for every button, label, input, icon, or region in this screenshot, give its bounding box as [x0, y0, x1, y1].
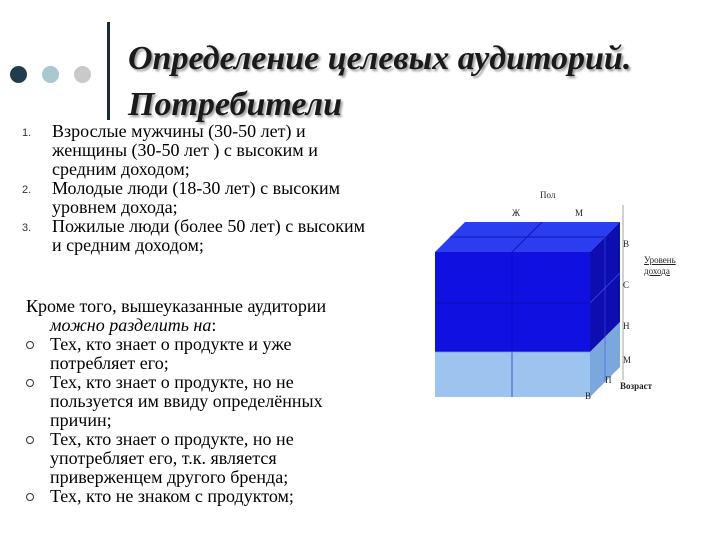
dot-dark — [10, 66, 27, 83]
label-income: Уровень дохода — [644, 255, 676, 276]
decorative-dots — [10, 66, 100, 84]
numbered-list — [22, 122, 412, 255]
dot-teal — [42, 66, 59, 83]
slide-title — [128, 36, 718, 128]
list-item — [22, 122, 412, 179]
title-divider — [107, 22, 110, 120]
label-income-low: Н — [623, 321, 630, 331]
intro-line-2 — [26, 316, 426, 335]
list-number: 1. — [22, 127, 32, 139]
title-line-2: Потребители — [128, 86, 343, 123]
list-item — [22, 179, 412, 217]
list-number: 2. — [22, 184, 32, 196]
bullet-icon — [26, 493, 34, 501]
bullet-line: употребляет его, т.к. является — [50, 448, 277, 468]
bullet-item — [26, 373, 426, 430]
list-item-line: Взрослые мужчины (30-50 лет) и — [52, 121, 306, 141]
bullet-item — [26, 430, 426, 487]
segments-paragraph — [26, 297, 426, 506]
bullet-line: Тех, кто знает о продукте и уже — [50, 334, 292, 354]
bullet-icon — [26, 436, 34, 444]
bullet-icon — [26, 341, 34, 349]
title-line-1: Определение целевых аудиторий. — [128, 40, 632, 77]
bullet-item — [26, 335, 426, 373]
intro-emphasis: можно разделить на — [50, 315, 212, 335]
bullet-line: причин; — [50, 410, 112, 430]
cube-svg — [430, 185, 720, 415]
bullet-line: потребляет его; — [50, 353, 169, 373]
label-income-high: В — [623, 239, 630, 249]
cube-front-light — [435, 352, 590, 397]
label-age-p: П — [605, 375, 612, 385]
label-male: М — [575, 208, 584, 218]
segmentation-cube-diagram — [430, 185, 720, 415]
list-item — [22, 217, 412, 255]
bullet-line: приверженцем другого бренда; — [50, 467, 289, 487]
bullet-line: Тех, кто не знаком с продуктом; — [50, 486, 294, 506]
list-item-line: Пожилые люди (более 50 лет) с высоким — [52, 216, 366, 236]
label-b: В — [585, 391, 592, 401]
bullet-item — [26, 487, 426, 506]
label-age: Возраст — [620, 381, 653, 391]
bullet-line: Тех, кто знает о продукте, но не — [50, 429, 294, 449]
list-item-line: женщины (30-50 лет ) с высоким и — [52, 140, 318, 160]
intro-tail: : — [211, 315, 217, 335]
bullet-line: Тех, кто знает о продукте, но не — [50, 372, 294, 392]
list-item-line: средним доходом; — [52, 159, 190, 179]
intro-line: Кроме того, вышеуказанные аудитории — [26, 296, 327, 316]
label-income-mid: С — [623, 280, 630, 290]
bullet-icon — [26, 379, 34, 387]
dot-grey — [74, 66, 91, 83]
label-age-m: М — [623, 355, 632, 365]
list-number: 3. — [22, 222, 32, 234]
label-female: Ж — [512, 208, 521, 218]
label-gender: Пол — [540, 190, 556, 200]
list-item-line: Молодые люди (18-30 лет) с высоким — [52, 178, 340, 198]
list-item-line: и средним доходом; — [52, 235, 204, 255]
bullet-line: пользуется им ввиду определённых — [50, 391, 323, 411]
list-item-line: уровнем дохода; — [52, 197, 178, 217]
cube-front-dark — [435, 252, 590, 352]
